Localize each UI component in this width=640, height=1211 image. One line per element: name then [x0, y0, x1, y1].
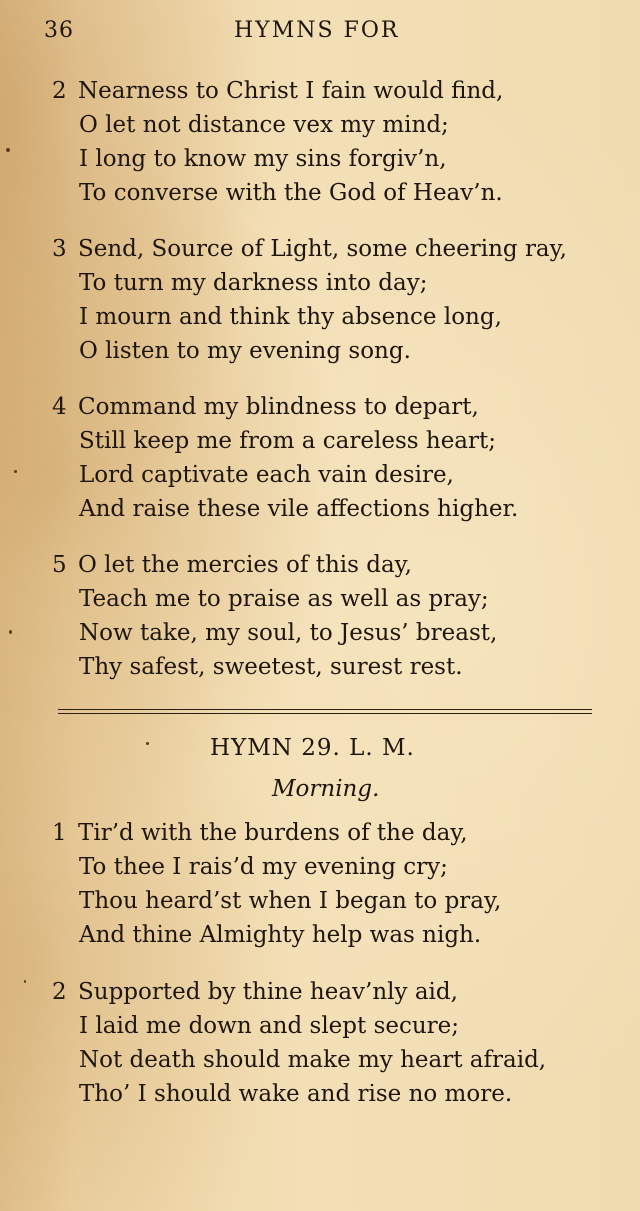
page-number: 36: [44, 18, 74, 43]
verse-line: To thee I rais’d my evening cry;: [79, 854, 448, 880]
verse-line: Tho’ I should wake and rise no more.: [79, 1081, 513, 1107]
verse-line: I mourn and think thy absence long,: [79, 304, 502, 330]
stanza-4: [52, 390, 612, 526]
stanza-3: [52, 232, 612, 368]
hymn-29-stanza-2: [52, 975, 612, 1111]
stanza-2: [52, 74, 612, 210]
verse-line: Still keep me from a careless heart;: [79, 428, 497, 454]
verse-line: 2 Nearness to Christ I fain would find,: [52, 74, 612, 108]
foxing-speck: [9, 630, 12, 634]
running-head: [0, 18, 640, 52]
verse-line: Teach me to praise as well as pray;: [79, 586, 489, 612]
verse-line: And raise these vile affections higher.: [79, 496, 519, 522]
hymn-heading: HYMN 29. L. M.: [210, 735, 415, 761]
verse-line: Thy safest, sweetest, surest rest.: [79, 654, 463, 680]
verse-line: Lord captivate each vain desire,: [79, 462, 454, 488]
foxing-speck: [24, 980, 26, 983]
stanza-number: 2: [52, 78, 67, 104]
verse-line: Thou heard’st when I began to pray,: [79, 888, 502, 914]
foxing-speck: [146, 742, 149, 745]
verse-line: O listen to my evening song.: [79, 338, 411, 364]
verse-line: And thine Almighty help was nigh.: [79, 922, 482, 948]
verse-line: 1 Tir’d with the burdens of the day,: [52, 816, 612, 850]
foxing-speck: [6, 148, 10, 152]
verse-line: I long to know my sins forgiv’n,: [79, 146, 447, 172]
stanza-number: 3: [52, 236, 67, 262]
verse-line: Not death should make my heart afraid,: [79, 1047, 547, 1073]
foxing-speck: [14, 470, 17, 473]
verse-line: 3 Send, Source of Light, some cheering ray,: [52, 232, 612, 266]
section-divider-rule: [58, 709, 592, 714]
running-title: HYMNS FOR: [234, 18, 400, 43]
verse-line: 2 Supported by thine heav’nly aid,: [52, 975, 612, 1009]
hymn-29-stanza-1: [52, 816, 612, 952]
stanza-number: 5: [52, 552, 67, 578]
verse-line: To converse with the God of Heav’n.: [79, 180, 503, 206]
hymn-subtitle: Morning.: [272, 776, 380, 802]
verse-line: 4 Command my blindness to depart,: [52, 390, 612, 424]
stanza-number: 2: [52, 979, 67, 1005]
verse-line: 5 O let the mercies of this day,: [52, 548, 612, 582]
stanza-number: 4: [52, 394, 67, 420]
stanza-5: [52, 548, 612, 684]
verse-line: Now take, my soul, to Jesus’ breast,: [79, 620, 498, 646]
verse-line: O let not distance vex my mind;: [79, 112, 449, 138]
stanza-number: 1: [52, 820, 67, 846]
verse-line: I laid me down and slept secure;: [79, 1013, 460, 1039]
verse-line: To turn my darkness into day;: [79, 270, 428, 296]
